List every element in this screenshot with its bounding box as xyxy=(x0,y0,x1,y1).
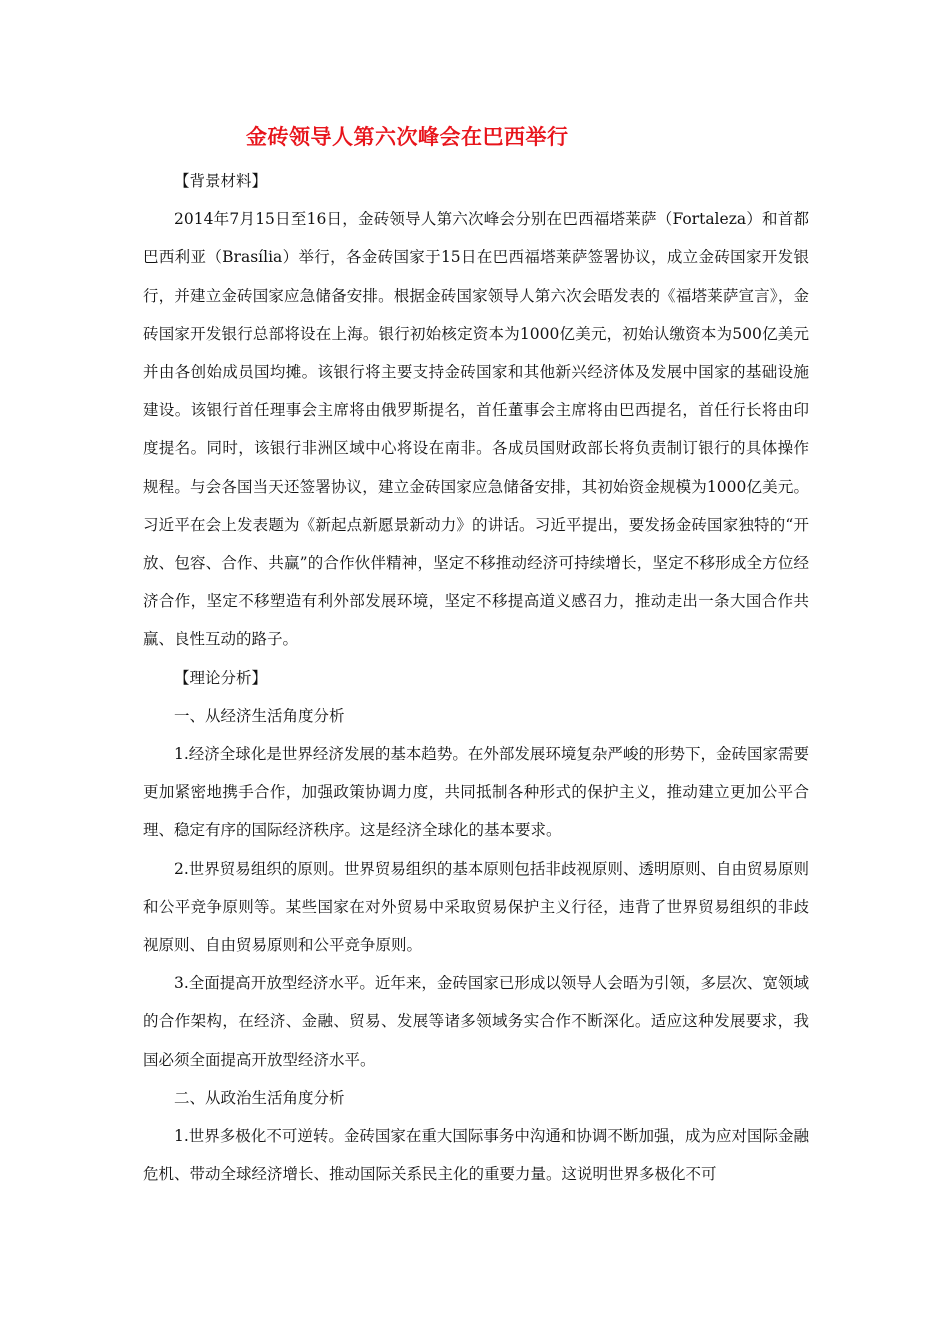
background-heading: 【背景材料】 xyxy=(174,172,268,190)
politics-paragraph-1: 1.世界多极化不可逆转。金砖国家在重大国际事务中沟通和协调不断加强，成为应对国际金融危机、带动全球经济增长、推动国际关系民主化的重要力量。这说明世界多极化不可 xyxy=(143,1127,809,1184)
analysis-heading: 【理论分析】 xyxy=(174,668,268,687)
economics-paragraph-2: 2.世界贸易组织的原则。世界贸易组织的基本原则包括非歧视原则、透明原则、自由贸易原则和公平竞争原则等。某些国家在对外贸易中采取贸易保护主义行径，违背了世界贸易组织的非歧视原则、自由贸易原则和公平竞争原则。 xyxy=(143,859,809,955)
document-body xyxy=(143,162,809,1193)
economics-paragraph-3: 3.全面提高开放型经济水平。近年来，金砖国家已形成以领导人会晤为引领，多层次、宽领域的合作架构，在经济、金融、贸易、发展等诸多领域务实合作不断深化。适应这种发展要求，我国必须全面提高开放型经济水平。 xyxy=(143,974,809,1069)
document-title: 金砖领导人第六次峰会在巴西举行 xyxy=(246,124,569,149)
background-paragraph: 2014年7月15日至16日，金砖领导人第六次峰会分别在巴西福塔莱萨（Fortaleza）和首都巴西利亚（Brasília）举行，各金砖国家于15日在巴西福塔莱萨签署协议，成立金砖国家开发银行，并建立金砖国家应急储备安排。根据金砖国家领导人第六次会晤发表的《福塔莱萨宣言》，金砖国家开发银行总部将设在上海。银行初始核定资本为1000亿美元，初始认缴资本为500亿美元并由各创始成员国均摊。该银行将主要支持金砖国家和其他新兴经济体及发展中国家的基础设施建设。该银行首任理事会主席将由俄罗斯提名，首任董事会主席将由巴西提名，首任行长将由印度提名。同时，该银行非洲区域中心将设在南非。各成员国财政部长将负责制订银行的具体操作规程。与会各国当天还签署协议，建立金砖国家应急储备安排，其初始资金规模为1000亿美元。习近平在会上发表题为《新起点新愿景新动力》的讲话。习近平提出，要发扬金砖国家独特的“开放、包容、合作、共赢”的合作伙伴精神，坚定不移推动经济可持续增长，坚定不移形成全方位经济合作，坚定不移塑造有利外部发展环境，坚定不移提高道义感召力，推动走出一条大国合作共赢、良性互动的路子。 xyxy=(143,210,809,649)
politics-heading: 二、从政治生活角度分析 xyxy=(174,1088,345,1107)
economics-heading: 一、从经济生活角度分析 xyxy=(174,706,345,725)
economics-paragraph-1: 1.经济全球化是世界经济发展的基本趋势。在外部发展环境复杂严峻的形势下，金砖国家需要更加紧密地携手合作，加强政策协调力度，共同抵制各种形式的保护主义，推动建立更加公平合理、稳定有序的国际经济秩序。这是经济全球化的基本要求。 xyxy=(143,745,809,840)
